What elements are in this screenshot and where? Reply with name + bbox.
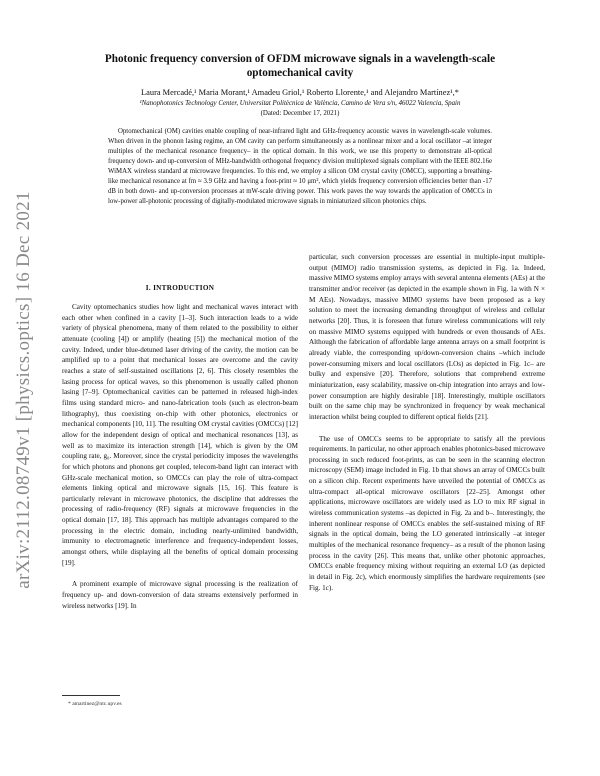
arxiv-identifier: arXiv:2112.08749v1 [physics.optics] 16 Dec 2021 [13, 191, 34, 589]
author-list: Laura Mercadé,¹ Maria Morant,¹ Amadeu Griol,¹ Roberto Llorente,¹ and Alejandro Martínez¹,* [141, 88, 459, 97]
intro-paragraph-1: Cavity optomechanics studies how light and mechanical waves interact with each other when confined in a cavity [1–3]. Such interaction leads to a wide variety of physical phenomena, many of them related to the possibility to either attenuate (cooling [4]) or amplify (heating [5]) the mechanical motion of the cavity. Indeed, under blue-detuned laser driving of the cavity, the motion can be amplified up to a point that mechanical losses are overcome and the cavity reaches a state of self-sustained oscillations [2, 6]. This closely resembles the lasing process for optical waves, so this phenomenon is usually called phonon lasing [7–9]. Optomechanical cavities can be patterned in released high-index films using standard micro- and nano-fabrication tools (such as electron-beam lithography), thus coexisting on-chip with other photonics, electronics or mechanical components [10, 11]. The resulting OM crystal cavities (OMCCs) [12] allow for the independent design of optical and mechanical resonances [13], as well as to maximize its interaction strength [14], which is given by the OM coupling rate, g₀. Moreover, since the crystal periodicity imposes the wavelengths for which photons and phonons get coupled, telecom-band light can interact with GHz-scale mechanical motion, so OMCCs can play the role of ultra-compact elements linking optical and microwave signals [15, 16]. This feature is particularly relevant in microwave photonics, the discipline that addresses the processing of radio-frequency (RF) signals at microwave frequencies in the optical domain [17, 18]. This approach has multiple advantages compared to the processing in the electric domain, including nearly-unlimited bandwidth, immunity to electromagnetic interference and frequency-independent losses, amongst others, while displaying all the benefits of optical domain processing [19]. [62, 303, 298, 567]
intro-paragraph-4: The use of OMCCs seems to be appropriate to satisfy all the previous requirements. In particular, no other approach enables photonics-based microwave processing in such reduced foot-prints, as can be seen in the scanning electron microscopy (SEM) image included in Fig. 1b that shows an array of OMCCs built on a silicon chip. Recent experiments have unveiled the potential of OMCCs as ultra-compact all-optical microwave oscillators [22–25]. Amongst other applications, microwave oscillators are widely used as LO to mix RF signal in wireless communication systems –as depicted in Fig. 2a and b–. Interestingly, the inherent nonlinear response of OMCCs enables the self-sustained mixing of RF signals in the optical domain, being the LO generated intrinsically –at integer multiples of the mechanical resonance frequency– as a result of the phonon lasing process in the cavity [26]. This means that, unlike other photonic approaches, OMCCs enable frequency mixing without requiring an external LO (as depicted in detail in Fig. 2c), which enormously simplifies the hardware requirements (see Fig. 1c). [309, 434, 545, 592]
intro-paragraph-3: particular, such conversion processes are essential in multiple-input multiple-output (MIMO) radio transmission systems, as depicted in Fig. 1a. Indeed, massive MIMO systems employ arrays with several antenna elements (AEs) at the transmitter and/or receiver (as depicted in the example shown in Fig. 1a with N × M AEs). Nowadays, massive MIMO systems have been proposed as a key solution to meet the increasing demanding throughput of wireless and cellular networks [20]. Thus, it is foreseen that future wireless communications will rely on massive MIMO systems equipped with hundreds or even thousands of AEs. Although the fabrication of affordable large antenna arrays on a small footprint is already viable, the corresponding up/down-conversion chains –which include power-consuming mixers and local oscillators (LOs) as depicted in Fig. 1c– are bulky and expensive [20]. Therefore, solutions that comprehend extreme miniaturization, easy scalability, massive on-chip integration into arrays and low-power consumption are highly desirable [18]. Interestingly, multiple oscillators built on the same chip may be synchronized in frequency by weak mechanical interaction whilst being coupled to different optical fields [21]. [309, 253, 545, 421]
intro-paragraph-2: A prominent example of microwave signal processing is the realization of frequency up- and down-conversion of data streams extensively performed in wireless networks [19]. In [62, 580, 298, 610]
date-line: (Dated: December 17, 2021) [260, 110, 340, 117]
footnote-divider [62, 695, 120, 696]
right-column [309, 252, 545, 593]
section-heading-introduction: I. INTRODUCTION [145, 284, 215, 292]
corresponding-author-email[interactable]: * amartinez@ntc.upv.es [68, 701, 122, 707]
affiliation: ¹Nanophotonics Technology Center, Universitat Politècnica de València, Camino de Vera s/n, 46022 Valencia, Spain [139, 100, 461, 107]
abstract: Optomechanical (OM) cavities enable coupling of near-infrared light and GHz-frequency acoustic waves in wavelength-scale volumes. When driven in the phonon lasing regime, an OM cavity can perform simultaneously as a nonlinear mixer and a local oscillator –at integer multiples of the mechanical resonance frequency– in the optical domain. In this work, we use this property to demonstrate all-optical frequency down- and up-conversion of MHz-bandwidth orthogonal frequency division multiplexed signals compliant with the IEEE 802.16e WiMAX wireless standard at microwave frequencies. To this end, we employ a silicon OM crystal cavity (OMCC), supporting a breathing-like mechanical resonance at fm ≈ 3.9 GHz and having a foot-print ≈ 10 μm², which yields frequency conversion efficiencies better than -17 dB in both down- and up-conversion processes at mW-scale driving power. This work paves the way towards the application of OMCCs in low-power all-photonic processing of digitally-modulated microwave signals in miniaturized silicon photonics chips. [108, 128, 492, 205]
arxiv-stamp [4, 160, 44, 620]
paper-title: Photonic frequency conversion of OFDM microwave signals in a wavelength-scale optomechanical cavity [104, 53, 496, 79]
left-column [62, 283, 298, 611]
